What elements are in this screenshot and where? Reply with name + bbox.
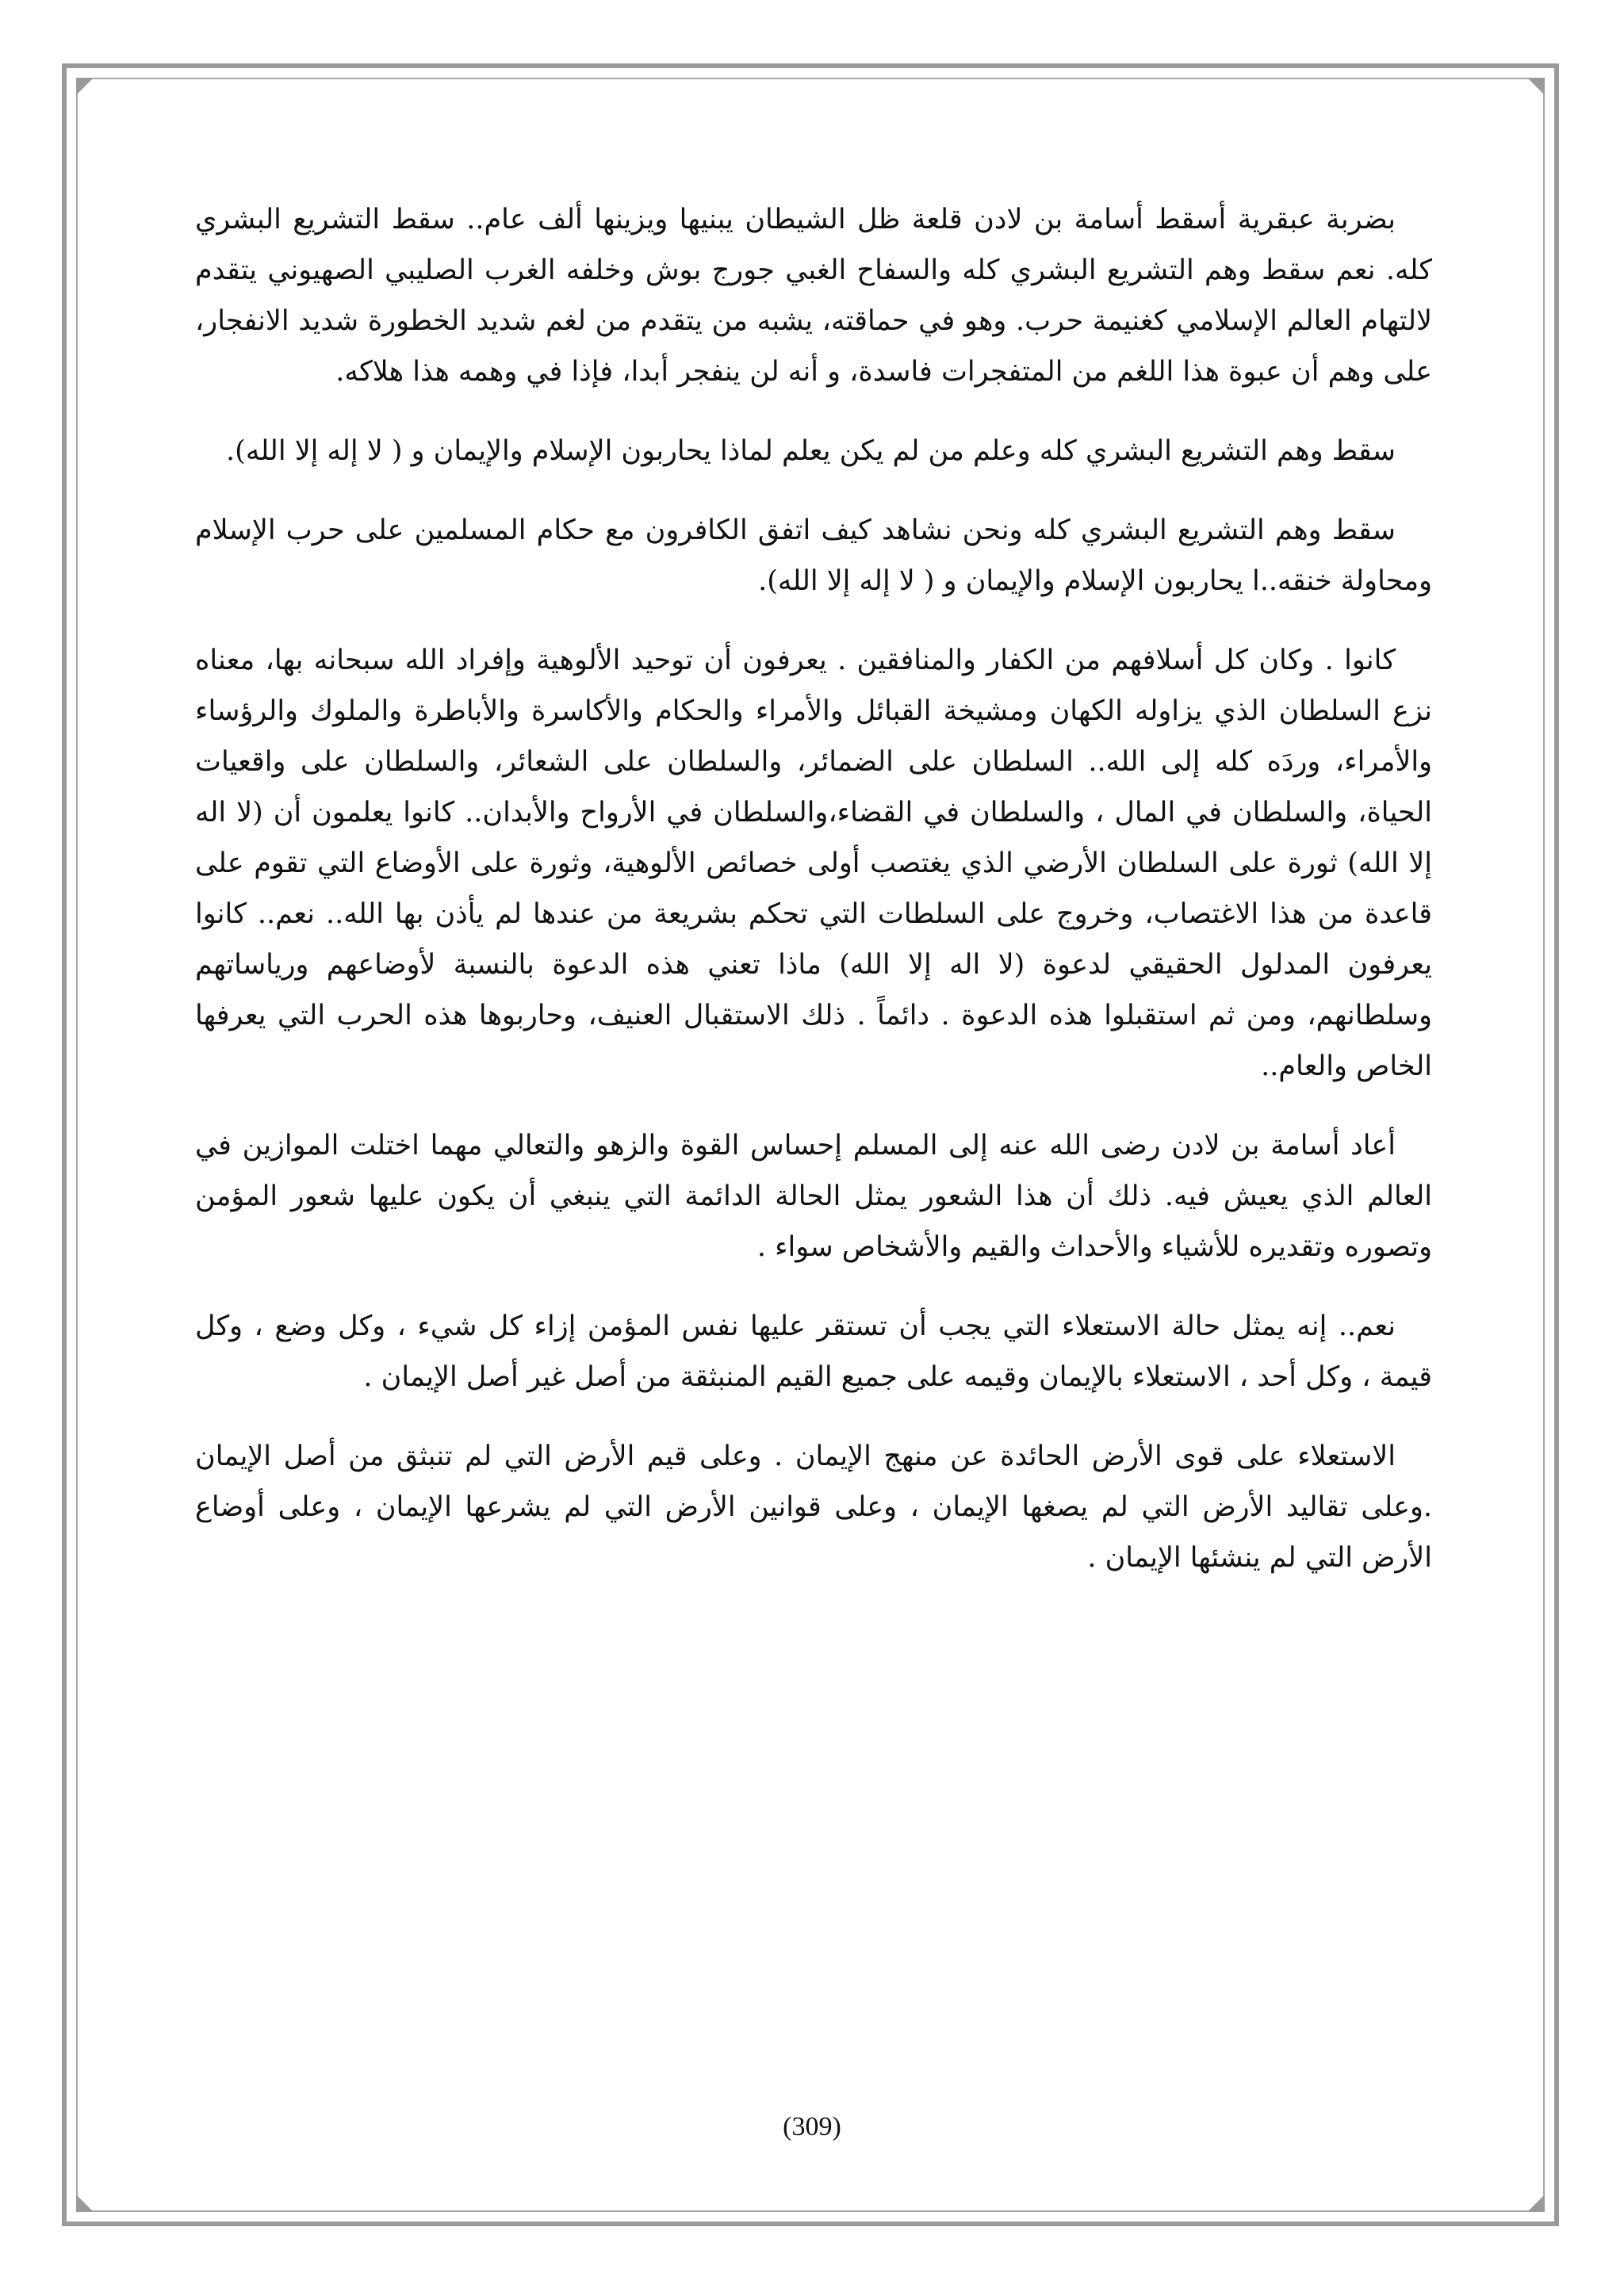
paragraph: سقط وهم التشريع البشري كله وعلم من لم يكن يعلم لماذا يحاربون الإسلام والإيمان و ( لا إله إلا الله). xyxy=(226,435,1396,467)
frame-corner-ornament xyxy=(1527,2195,1545,2212)
frame-corner-ornament xyxy=(1527,78,1545,95)
paragraph: كانوا . وكان كل أسلافهم من الكفار والمنافقين . يعرفون أن توحيد الألوهية وإفراد الله سبحانه بها، معناه نزع السلطان الذي يزاوله الكهان ومشيخة القبائل والأمراء والحكام والأكاسرة والأباطرة والملوك والرؤساء والأمراء، وردَه كله إلى الله.. السلطان على الضمائر، والسلطان على الشعائر، والسلطان على واقعيات الحياة، والسلطان في المال ، والسلطان في القضاء،والسلطان في الأرواح والأبدان.. كانوا يعلمون أن (لا اله إلا الله) ثورة على السلطان الأرضي الذي يغتصب أولى خصائص الألوهية، وثورة على الأوضاع التي تقوم على قاعدة من هذا الاغتصاب، وخروج على السلطات التي تحكم بشريعة من عندها لم يأذن بها الله.. نعم.. كانوا يعرفون المدلول الحقيقي لدعوة (لا اله إلا الله) ماذا تعني هذه الدعوة بالنسبة لأوضاعهم ورياساتهم وسلطانهم، ومن ثم استقبلوا هذه الدعوة . دائماً . ذلك الاستقبال العنيف، وحاربوها هذه الحرب التي يعرفها الخاص والعام.. xyxy=(195,645,1432,1082)
paragraph: سقط وهم التشريع البشري كله ونحن نشاهد كيف اتفق الكافرون مع حكام المسلمين على حرب الإسلام ومحاولة خنقه..ا يحاربون الإسلام والإيمان و ( لا إله إلا الله). xyxy=(195,515,1432,597)
paragraph: الاستعلاء على قوى الأرض الحائدة عن منهج الإيمان . وعلى قيم الأرض التي لم تنبثق من أصل الإيمان .وعلى تقاليد الأرض التي لم يصغها الإيمان ، وعلى قوانين الأرض التي لم يشرعها الإيمان ، وعلى أوضاع الأرض التي لم ينشئها الإيمان . xyxy=(195,1441,1432,1574)
paragraph: بضربة عبقرية أسقط أسامة بن لادن قلعة ظل الشيطان يبنيها ويزينها ألف عام.. سقط التشريع البشري كله. نعم سقط وهم التشريع البشري كله والسفاح الغبي جورج بوش وخلفه الغرب الصليبي الصهيوني يتقدم لالتهام العالم الإسلامي كغنيمة حرب. وهو في حماقته، يشبه من يتقدم من لغم شديد الخطورة شديد الانفجار، على وهم أن عبوة هذا اللغم من المتفجرات فاسدة، و أنه لن ينفجر أبدا، فإذا في وهمه هذا هلاكه. xyxy=(195,204,1432,388)
page-body xyxy=(195,194,1432,1612)
paragraph: نعم.. إنه يمثل حالة الاستعلاء التي يجب أن تستقر عليها نفس المؤمن إزاء كل شيء ، وكل وضع ، وكل قيمة ، وكل أحد ، الاستعلاء بالإيمان وقيمه على جميع القيم المنبثقة من أصل غير أصل الإيمان . xyxy=(195,1311,1432,1393)
paragraph: أعاد أسامة بن لادن رضى الله عنه إلى المسلم إحساس القوة والزهو والتعالي مهما اختلت الموازين في العالم الذي يعيش فيه. ذلك أن هذا الشعور يمثل الحالة الدائمة التي ينبغي أن يكون عليها شعور المؤمن وتصوره وتقديره للأشياء والأحداث والقيم والأشخاص سواء . xyxy=(195,1130,1432,1263)
frame-corner-ornament xyxy=(76,2195,94,2212)
page-number: (309) xyxy=(783,2112,841,2141)
frame-corner-ornament xyxy=(76,78,94,95)
